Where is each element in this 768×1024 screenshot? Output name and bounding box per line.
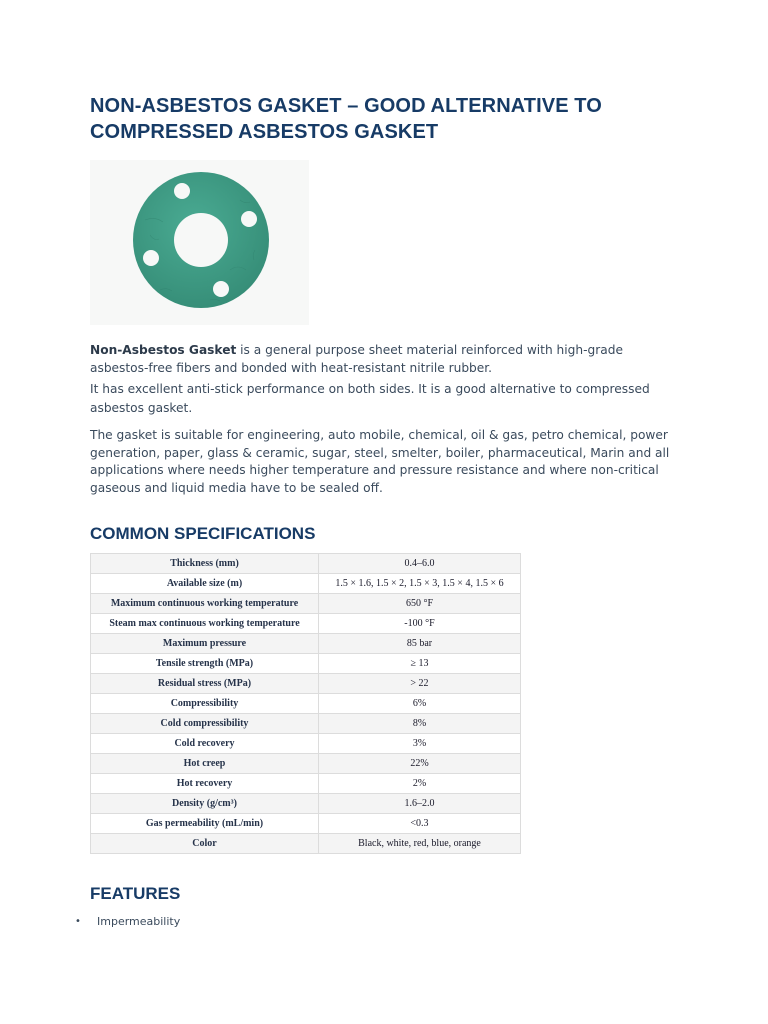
table-row [91,674,521,694]
intro-paragraph [90,342,680,377]
spec-label: Tensile strength (MPa) [91,654,319,674]
spec-label: Cold compressibility [91,714,319,734]
table-row [91,834,521,854]
spec-label: Color [91,834,319,854]
table-row [91,694,521,714]
table-row [91,574,521,594]
spec-label: Compressibility [91,694,319,714]
feature-label: Impermeability [97,915,181,928]
spec-value: > 22 [319,674,521,694]
spec-value: 0.4–6.0 [319,554,521,574]
spec-label: Steam max continuous working temperature [91,614,319,634]
bullet-icon: • [75,916,81,927]
spec-value: 22% [319,754,521,774]
table-row [91,634,521,654]
performance-paragraph: It has excellent anti-stick performance on both sides. It is a good alternative to compressed asbestos gasket. [90,382,650,415]
product-name: Non-Asbestos Gasket [90,343,237,357]
gasket-image [90,160,309,325]
specifications-table [90,553,521,854]
table-row [91,554,521,574]
spec-label: Thickness (mm) [91,554,319,574]
spec-value: 6% [319,694,521,714]
spec-label: Maximum continuous working temperature [91,594,319,614]
list-item [75,913,181,931]
table-row [91,594,521,614]
spec-value: 650 °F [319,594,521,614]
spec-value: ≥ 13 [319,654,521,674]
spec-value: Black, white, red, blue, orange [319,834,521,854]
table-row [91,794,521,814]
spec-value: 1.5 × 1.6, 1.5 × 2, 1.5 × 3, 1.5 × 4, 1.5 × 6 [319,574,521,594]
spec-label: Available size (m) [91,574,319,594]
spec-value: -100 °F [319,614,521,634]
spec-label: Gas permeability (mL/min) [91,814,319,834]
gasket-illustration [90,160,309,325]
intro-text: is a general purpose sheet material reinforced with high-grade asbestos-free fibers and bonded with heat-resistant nitrile rubber. [90,343,623,375]
table-row [91,654,521,674]
table-row [91,754,521,774]
page-title: NON-ASBESTOS GASKET – GOOD ALTERNATIVE TO COMPRESSED ASBESTOS GASKET [90,95,602,143]
spec-value: <0.3 [319,814,521,834]
spec-value: 85 bar [319,634,521,654]
spec-label: Density (g/cm³) [91,794,319,814]
table-row [91,614,521,634]
applications-paragraph: The gasket is suitable for engineering, auto mobile, chemical, oil & gas, petro chemical, power generation, paper, glass & ceramic, sugar, steel, smelter, boiler, pharmaceutical, Marin and all applications where needs higher temperature and pressure resistance and where non-critical gaseous and liquid media have to be sealed off. [90,428,670,495]
specifications-heading: COMMON SPECIFICATIONS [90,524,316,543]
spec-label: Residual stress (MPa) [91,674,319,694]
spec-label: Maximum pressure [91,634,319,654]
spec-label: Cold recovery [91,734,319,754]
table-row [91,774,521,794]
features-list [75,913,181,931]
spec-label: Hot recovery [91,774,319,794]
spec-label: Hot creep [91,754,319,774]
table-row [91,734,521,754]
table-row [91,714,521,734]
spec-value: 8% [319,714,521,734]
table-row [91,814,521,834]
spec-value: 3% [319,734,521,754]
spec-value: 2% [319,774,521,794]
features-heading: FEATURES [90,884,181,903]
spec-value: 1.6–2.0 [319,794,521,814]
